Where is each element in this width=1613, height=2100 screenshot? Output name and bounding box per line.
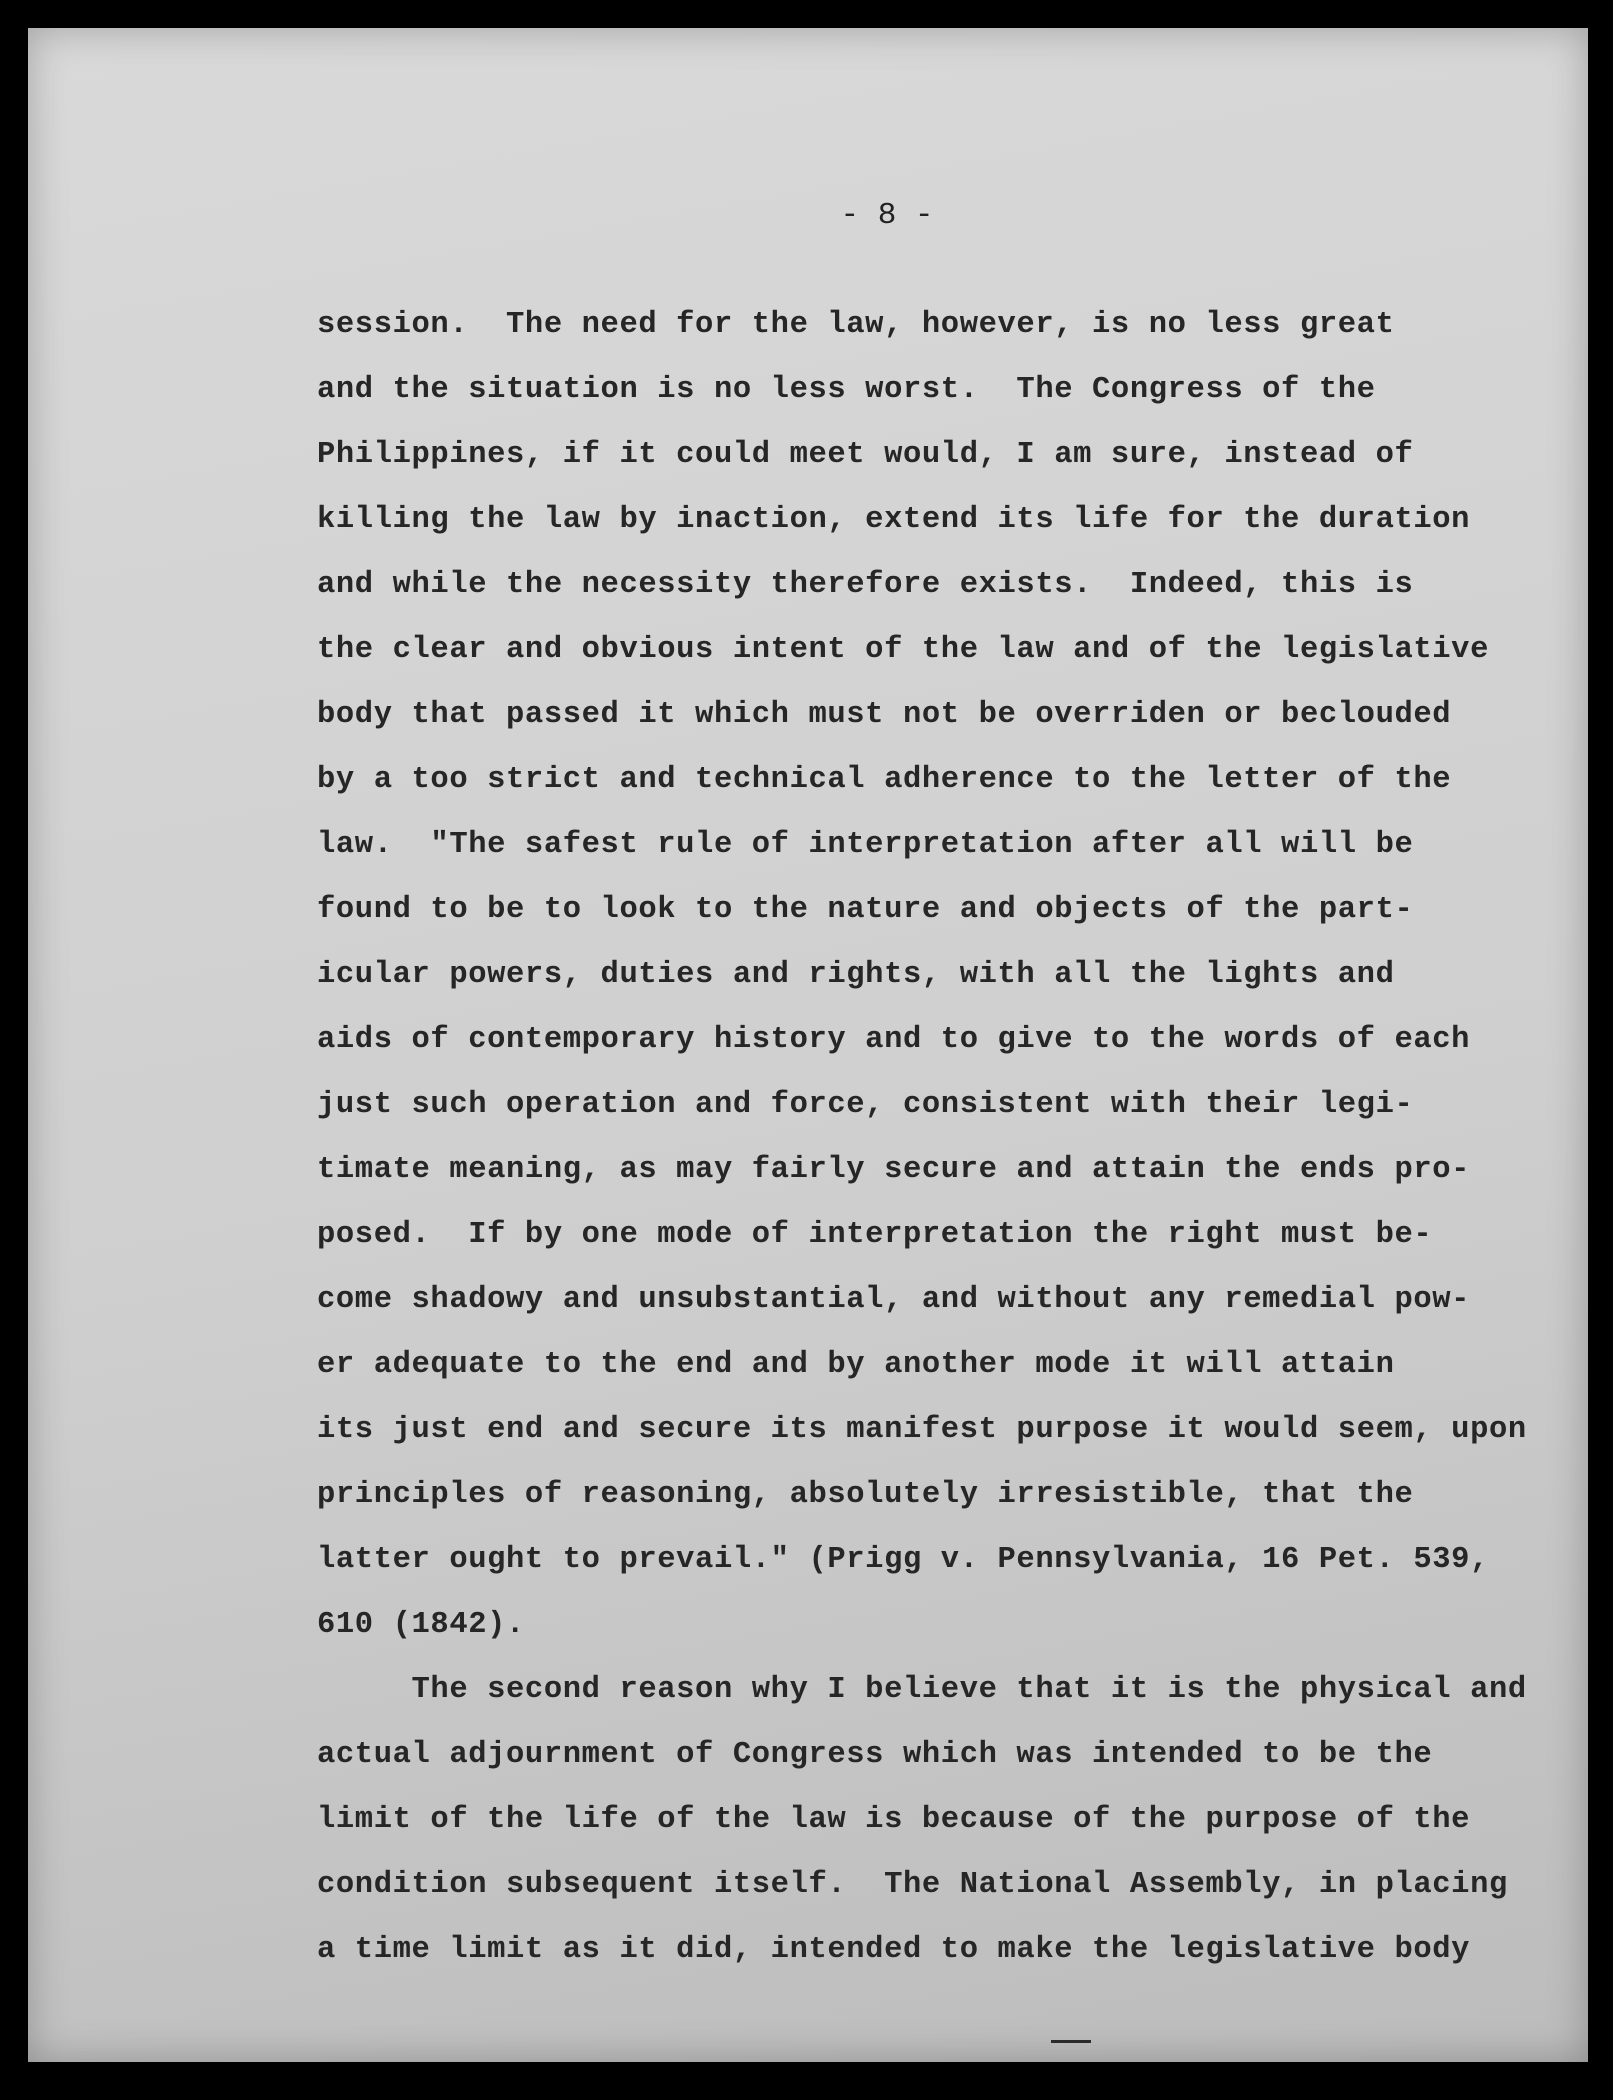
text-line: timate meaning, as may fairly secure and attain the ends pro- — [317, 1153, 1471, 1187]
text-line: a time limit as it did, intended to make the legislative body — [317, 1933, 1471, 1967]
text-line: the clear and obvious intent of the law and of the legislative — [317, 633, 1489, 667]
text-line: found to be to look to the nature and objects of the part- — [317, 893, 1414, 927]
text-line: limit of the life of the law is because of the purpose of the — [317, 1803, 1471, 1837]
text-line: condition subsequent itself. The National Assembly, in placing — [317, 1868, 1508, 1902]
text-line: icular powers, duties and rights, with all the lights and — [317, 958, 1395, 992]
text-line: its just end and secure its manifest purpose it would seem, upon — [317, 1413, 1527, 1447]
text-line: 610 (1842). — [317, 1608, 525, 1642]
text-line: posed. If by one mode of interpretation the right must be- — [317, 1218, 1433, 1252]
page-number: - 8 - — [840, 198, 934, 233]
text-line: Philippines, if it could meet would, I am sure, instead of — [317, 438, 1414, 472]
text-line: just such operation and force, consistent with their legi- — [317, 1088, 1414, 1122]
text-line: come shadowy and unsubstantial, and without any remedial pow- — [317, 1283, 1471, 1317]
text-line: aids of contemporary history and to give to the words of each — [317, 1023, 1471, 1057]
document-page — [28, 28, 1588, 2062]
paragraph-1 — [317, 293, 1597, 1658]
text-line: and the situation is no less worst. The Congress of the — [317, 373, 1376, 407]
text-line: latter ought to prevail." (Prigg v. Pennsylvania, 16 Pet. 539, — [317, 1543, 1489, 1577]
text-line: principles of reasoning, absolutely irresistible, that the — [317, 1478, 1414, 1512]
text-line: and while the necessity therefore exists. Indeed, this is — [317, 568, 1414, 602]
text-line: law. "The safest rule of interpretation after all will be — [317, 828, 1414, 862]
text-line: body that passed it which must not be overriden or beclouded — [317, 698, 1452, 732]
continuation-dash — [1051, 2040, 1091, 2043]
text-line: The second reason why I believe that it is the physical and — [317, 1673, 1527, 1707]
text-line: by a too strict and technical adherence to the letter of the — [317, 763, 1452, 797]
paragraph-2 — [317, 1658, 1597, 1983]
text-line: killing the law by inaction, extend its life for the duration — [317, 503, 1471, 537]
body-text — [317, 293, 1597, 1983]
text-line: actual adjournment of Congress which was intended to be the — [317, 1738, 1433, 1772]
text-line: er adequate to the end and by another mode it will attain — [317, 1348, 1395, 1382]
text-line: session. The need for the law, however, is no less great — [317, 308, 1395, 342]
